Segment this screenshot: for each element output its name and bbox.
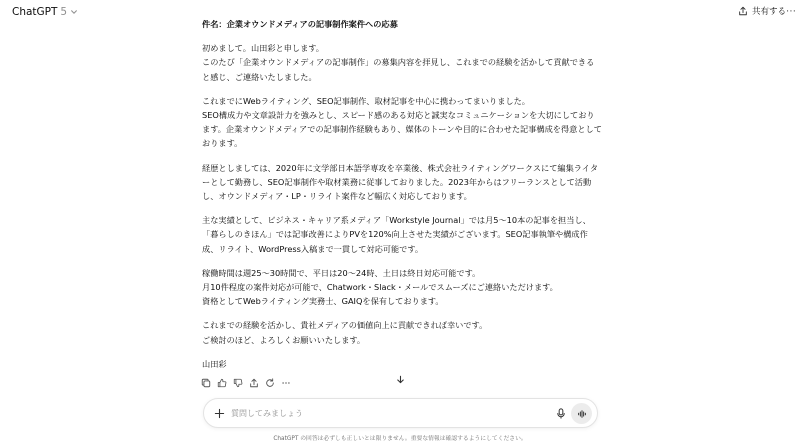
thumbs-up-button[interactable] [216,377,227,388]
composer [203,398,598,428]
message-signature: 山田彩 [202,358,227,369]
regenerate-icon [265,378,275,388]
model-name: ChatGPT [12,6,58,18]
message-paragraph: これまでにWebライティング、SEO記事制作、取材記事を中心に携わってまいりました。 SEO構成力や文章設計力を強みとし、スピード感のある対応と誠実なコミュニケーションを大切にしております。企業オウンドメディアでの記事制作経験もあり、媒体のトーンや目的に合わせた記事構成を得意としております。 [202,95,602,149]
plus-icon [214,408,225,419]
voice-mode-button[interactable] [571,403,592,424]
message-paragraph: これまでの経験を活かし、貴社メディアの価値向上に貢献できれば幸いです。 ご検討のほど、よろしくお願いいたします。 [202,320,488,345]
scroll-to-bottom-button[interactable] [393,372,408,387]
prompt-input[interactable] [231,406,531,420]
more-actions-button[interactable] [280,377,291,388]
dictate-button[interactable] [555,407,567,419]
thumbs-up-icon [217,378,227,388]
share-button[interactable] [738,5,786,17]
disclaimer: ChatGPT の回答は必ずしも正しいとは限りません。重要な情報は確認するようにしてください。 [273,436,527,442]
model-version: 5 [60,6,68,18]
thumbs-down-icon [233,378,243,388]
chevron-down-icon [70,8,78,16]
share-label: 共有する [751,7,786,17]
header-more-button[interactable] [786,6,796,17]
upload-icon [249,378,259,388]
voice-wave-icon [577,409,587,419]
arrow-down-icon [396,375,405,384]
message-subject: 件名：企業オウンドメディアの記事制作案件への応募 [202,19,398,29]
share-icon [738,6,748,16]
share-message-button[interactable] [248,377,259,388]
copy-icon [201,378,211,388]
attach-button[interactable] [212,406,226,420]
model-selector-button[interactable] [12,6,78,18]
assistant-message [202,17,602,371]
message-paragraph: 初めまして。山田彩と申します。 このたび「企業オウンドメディアの記事制作」の募集内容を拝見し、これまでの経験を活かして貢献できると感じ、ご連絡いたしました。 [202,43,595,82]
more-icon: ⋯ [786,6,796,17]
message-actions [200,377,291,388]
copy-button[interactable] [200,377,211,388]
message-paragraph: 稼働時間は週25〜30時間で、平日は20〜24時、土日は終日対応可能です。 月10件程度の案件対応が可能で、Chatwork・Slack・メールでスムーズにご連絡いただけます。 資格としてWebライティング実務士、GAIQを保有しております。 [202,267,558,307]
message-paragraph: 主な実績として、ビジネス・キャリア系メディア「Workstyle Journal」では月5〜10本の記事を担当し、「暮らしのきほん」では記事改善によりPVを120%向上させた実績がございます。SEO記事執筆や構成作成、リライト、WordPress入稿まで一貫して対応可能です。 [202,215,591,254]
regenerate-button[interactable] [264,377,275,388]
mic-icon [556,408,566,419]
message-paragraph: 経歴としましては、2020年に文学部日本語学専攻を卒業後、株式会社ライティングワークスにて編集ライターとして勤務し、SEO記事制作や取材業務に従事しておりました。2023年からはフリーランスとして活動し、オウンドメディア・LP・リライト案件など幅広く対応しております。 [202,162,599,202]
thumbs-down-button[interactable] [232,377,243,388]
more-icon [281,378,291,388]
